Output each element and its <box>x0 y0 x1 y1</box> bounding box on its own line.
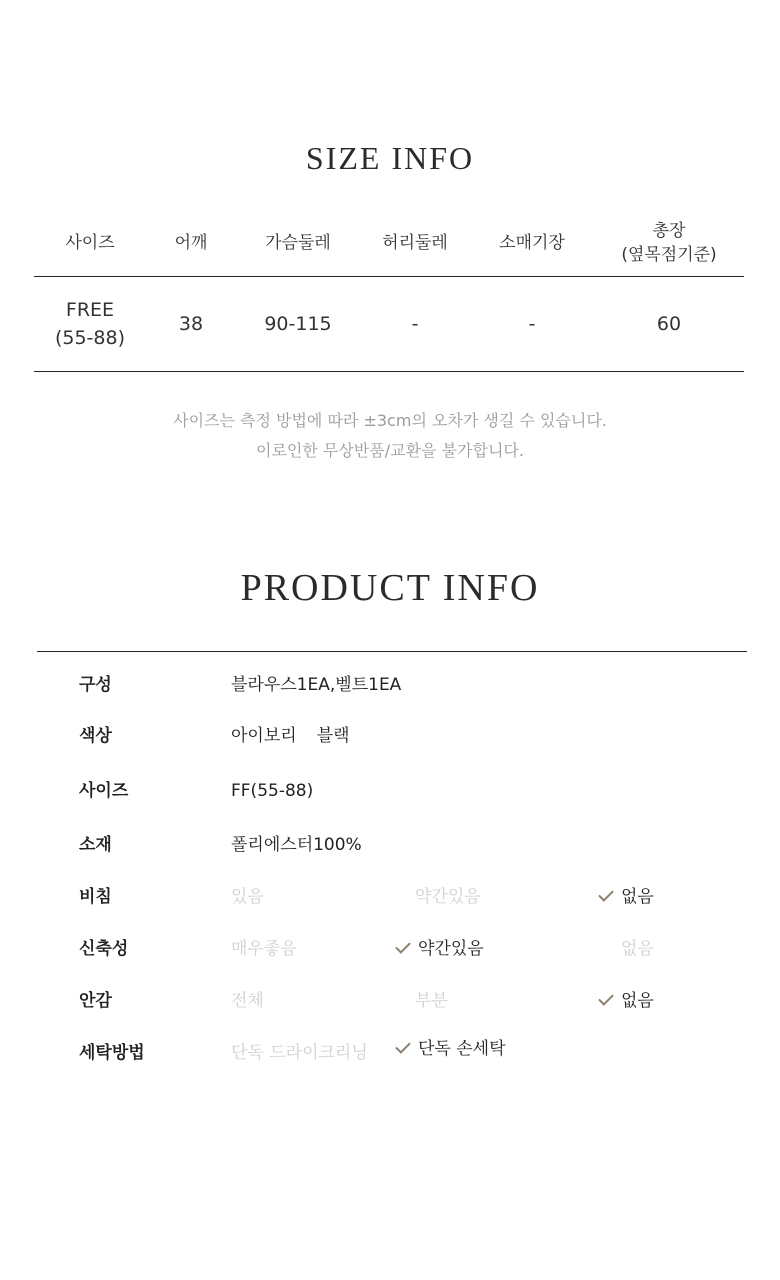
value-material: 폴리에스터100% <box>231 835 362 855</box>
info-row-stretch <box>0 934 780 964</box>
size-note-line2: 이로인한 무상반품/교환을 불가합니다. <box>256 441 524 460</box>
value-color <box>231 721 350 751</box>
header-chest: 가슴둘레 <box>265 233 331 253</box>
cell-waist: - <box>411 313 419 335</box>
lining-option-none <box>599 986 654 1016</box>
value-size: FF(55-88) <box>231 781 314 801</box>
info-row-lining <box>0 986 780 1016</box>
header-length-line1: 총장 <box>652 221 686 241</box>
size-table-header <box>34 210 744 277</box>
check-icon <box>395 938 411 954</box>
size-note <box>0 406 780 466</box>
label-size: 사이즈 <box>79 781 129 801</box>
info-row-sheerness <box>0 882 780 912</box>
label-lining: 안감 <box>79 991 112 1011</box>
header-shoulder: 어깨 <box>174 233 208 253</box>
info-row-material <box>0 830 780 860</box>
info-row-composition <box>0 670 780 700</box>
info-row-washing <box>0 1038 780 1068</box>
washing-option-dry-clean: 단독 드라이크리닝 <box>231 1043 368 1063</box>
stretch-option-very-good: 매우좋음 <box>231 939 297 959</box>
cell-shoulder: 38 <box>178 313 204 335</box>
info-row-color <box>0 721 780 751</box>
header-length <box>594 219 744 267</box>
sheerness-option-none-label: 없음 <box>621 887 654 907</box>
label-stretch: 신축성 <box>79 939 129 959</box>
header-sleeve: 소매기장 <box>499 233 565 253</box>
value-composition: 블라우스1EA,벨트1EA <box>231 675 402 695</box>
header-waist: 허리둘레 <box>382 233 448 253</box>
stretch-option-none: 없음 <box>621 939 654 959</box>
color-black: 블랙 <box>316 726 350 746</box>
sheerness-option-slight: 약간있음 <box>415 887 481 907</box>
lining-option-partial: 부분 <box>415 991 448 1011</box>
cell-chest: 90-115 <box>264 313 332 335</box>
label-sheerness: 비침 <box>79 887 112 907</box>
size-note-line1: 사이즈는 측정 방법에 따라 ±3cm의 오차가 생길 수 있습니다. <box>173 411 607 430</box>
info-row-size <box>0 776 780 806</box>
check-icon <box>598 990 614 1006</box>
cell-length: 60 <box>656 313 682 335</box>
cell-size-line1: FREE <box>65 299 115 321</box>
size-info-title: SIZE INFO <box>305 140 475 176</box>
size-table <box>34 210 744 372</box>
product-info-divider <box>37 651 747 652</box>
header-length-line2: (옆목점기준) <box>621 245 717 265</box>
washing-option-hand-wash-label: 단독 손세탁 <box>418 1039 506 1059</box>
label-material: 소재 <box>79 835 112 855</box>
label-composition: 구성 <box>79 675 112 695</box>
cell-size-line2: (55-88) <box>54 327 126 349</box>
stretch-option-slight <box>396 934 484 964</box>
check-icon <box>598 886 614 902</box>
washing-option-hand-wash <box>396 1034 506 1064</box>
sheerness-option-yes: 있음 <box>231 887 264 907</box>
table-row <box>34 277 744 372</box>
stretch-option-slight-label: 약간있음 <box>418 939 484 959</box>
cell-size <box>34 296 146 352</box>
label-washing: 세탁방법 <box>79 1043 145 1063</box>
cell-sleeve: - <box>528 313 536 335</box>
color-ivory: 아이보리 <box>231 726 297 746</box>
label-color: 색상 <box>79 726 112 746</box>
lining-option-none-label: 없음 <box>621 991 654 1011</box>
header-size: 사이즈 <box>65 233 115 253</box>
lining-option-full: 전체 <box>231 991 264 1011</box>
sheerness-option-none <box>599 882 654 912</box>
check-icon <box>395 1038 411 1054</box>
product-info-title: PRODUCT INFO <box>240 567 540 609</box>
